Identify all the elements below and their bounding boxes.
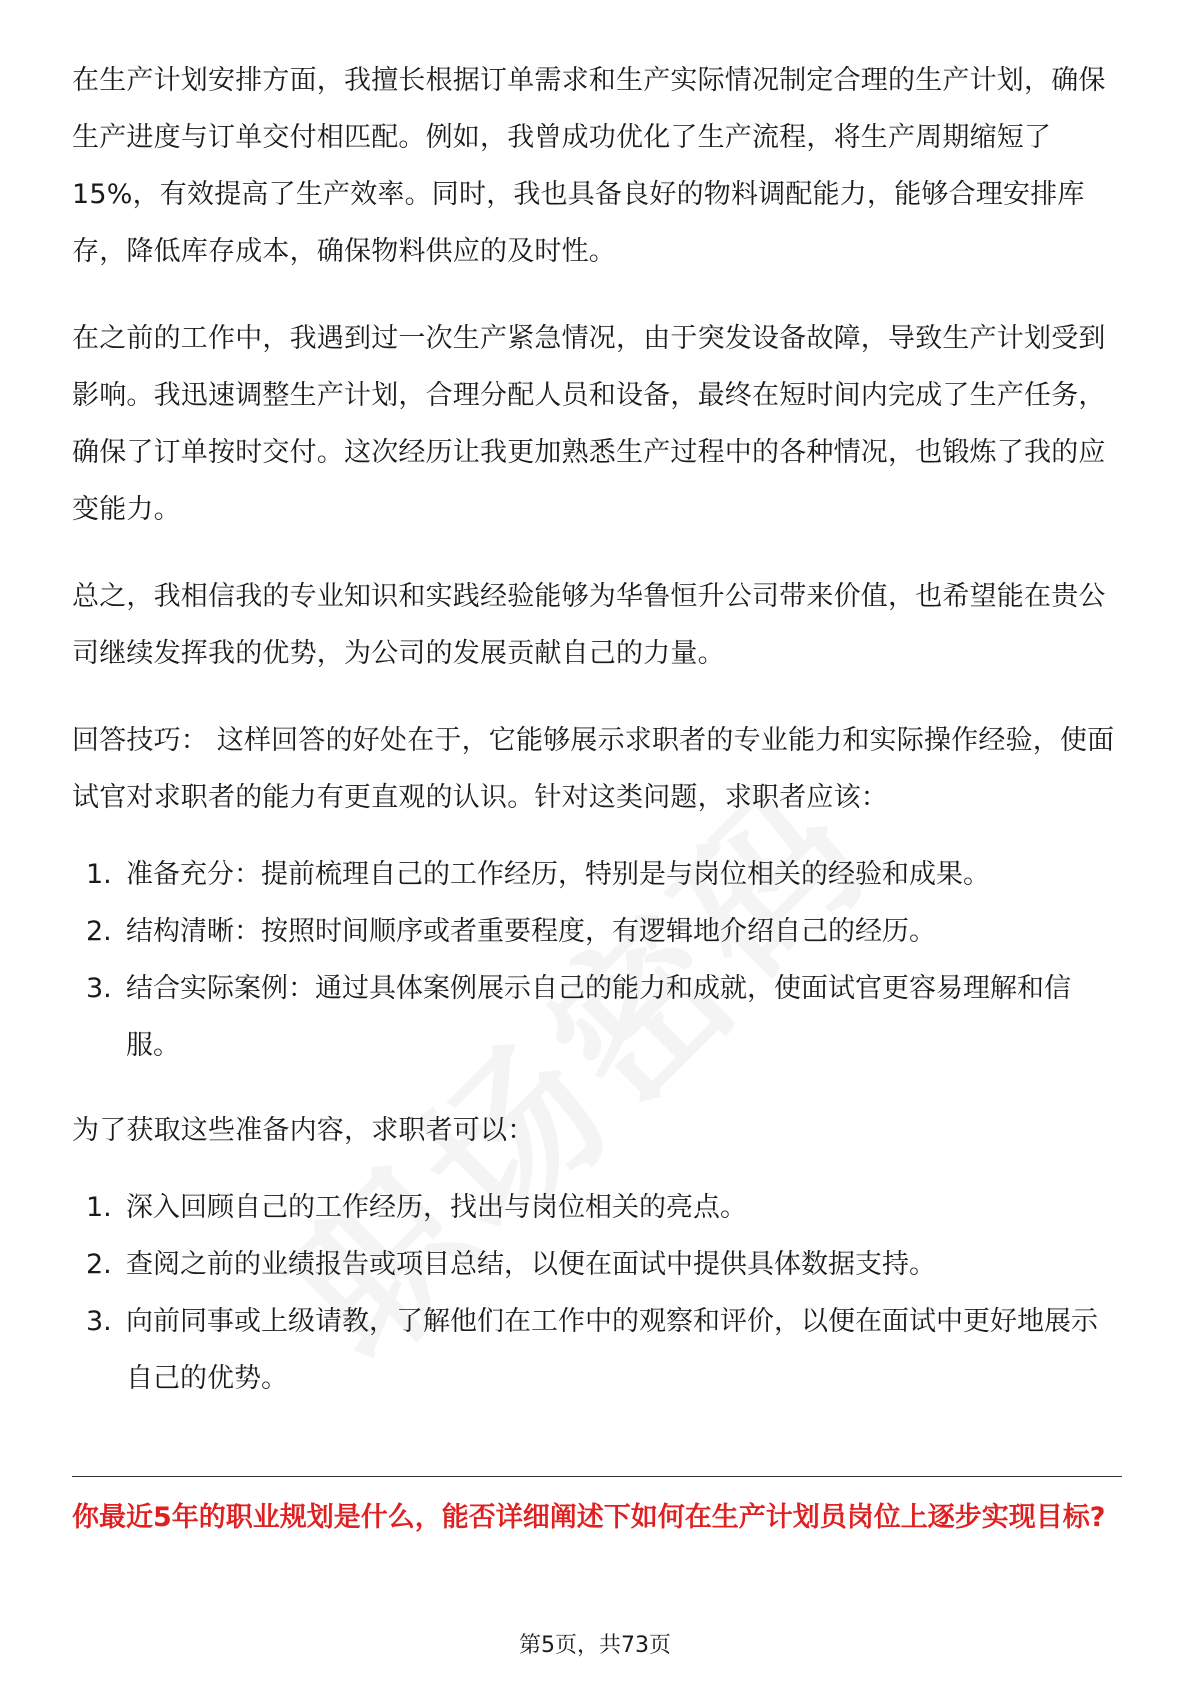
list-item-text: 向前同事或上级请教，了解他们在工作中的观察和评价，以便在面试中更好地展示自己的优势。: [126, 1306, 1098, 1394]
list-item: [72, 1179, 1122, 1236]
prep-list: [72, 1179, 1122, 1407]
list-item-text: 结合实际案例：通过具体案例展示自己的能力和成就，使面试官更容易理解和信服。: [126, 973, 1071, 1061]
list-item-text: 查阅之前的业绩报告或项目总结，以便在面试中提供具体数据支持。: [126, 1249, 936, 1280]
next-question-heading: 你最近5年的职业规划是什么，能否详细阐述下如何在生产计划员岗位上逐步实现目标?: [72, 1502, 1106, 1533]
page-number-footer: 第5页，共73页: [519, 1633, 671, 1658]
list-item-text: 结构清晰：按照时间顺序或者重要程度，有逻辑地介绍自己的经历。: [126, 916, 936, 947]
list-item: [72, 1236, 1122, 1293]
list-item-text: 准备充分：提前梳理自己的工作经历，特别是与岗位相关的经验和成果。: [126, 859, 990, 890]
body-content: [72, 52, 1122, 1435]
section-divider: [72, 1476, 1122, 1477]
paragraph-emergency-experience: 在之前的工作中，我遇到过一次生产紧急情况，由于突发设备故障，导致生产计划受到影响。我迅速调整生产计划，合理分配人员和设备，最终在短时间内完成了生产任务，确保了订单按时交付。这次经历让我更加熟悉生产过程中的各种情况，也锻炼了我的应变能力。: [72, 323, 1106, 525]
list-item-text: 深入回顾自己的工作经历，找出与岗位相关的亮点。: [126, 1192, 747, 1223]
tips-list: [72, 846, 1122, 1074]
list-item: [72, 903, 1122, 960]
paragraph-prep-intro: 为了获取这些准备内容，求职者可以：: [72, 1115, 535, 1146]
list-item: [72, 846, 1122, 903]
list-item-number: 2.: [86, 1249, 112, 1280]
paragraph-answer-tips: 回答技巧： 这样回答的好处在于，它能够展示求职者的专业能力和实际操作经验，使面试官对求职者的能力有更直观的认识。针对这类问题，求职者应该：: [72, 725, 1115, 813]
paragraph-production-planning: 在生产计划安排方面，我擅长根据订单需求和生产实际情况制定合理的生产计划，确保生产进度与订单交付相匹配。例如，我曾成功优化了生产流程，将生产周期缩短了15%，有效提高了生产效率。同时，我也具备良好的物料调配能力，能够合理安排库存，降低库存成本，确保物料供应的及时性。: [72, 65, 1106, 267]
list-item-number: 1.: [86, 1192, 112, 1223]
list-item-number: 2.: [86, 916, 112, 947]
list-item: [72, 960, 1122, 1074]
list-item-number: 3.: [86, 973, 112, 1004]
list-item: [72, 1293, 1122, 1407]
list-item-number: 3.: [86, 1306, 112, 1337]
paragraph-conclusion: 总之，我相信我的专业知识和实践经验能够为华鲁恒升公司带来价值，也希望能在贵公司继续发挥我的优势，为公司的发展贡献自己的力量。: [72, 581, 1106, 669]
list-item-number: 1.: [86, 859, 112, 890]
